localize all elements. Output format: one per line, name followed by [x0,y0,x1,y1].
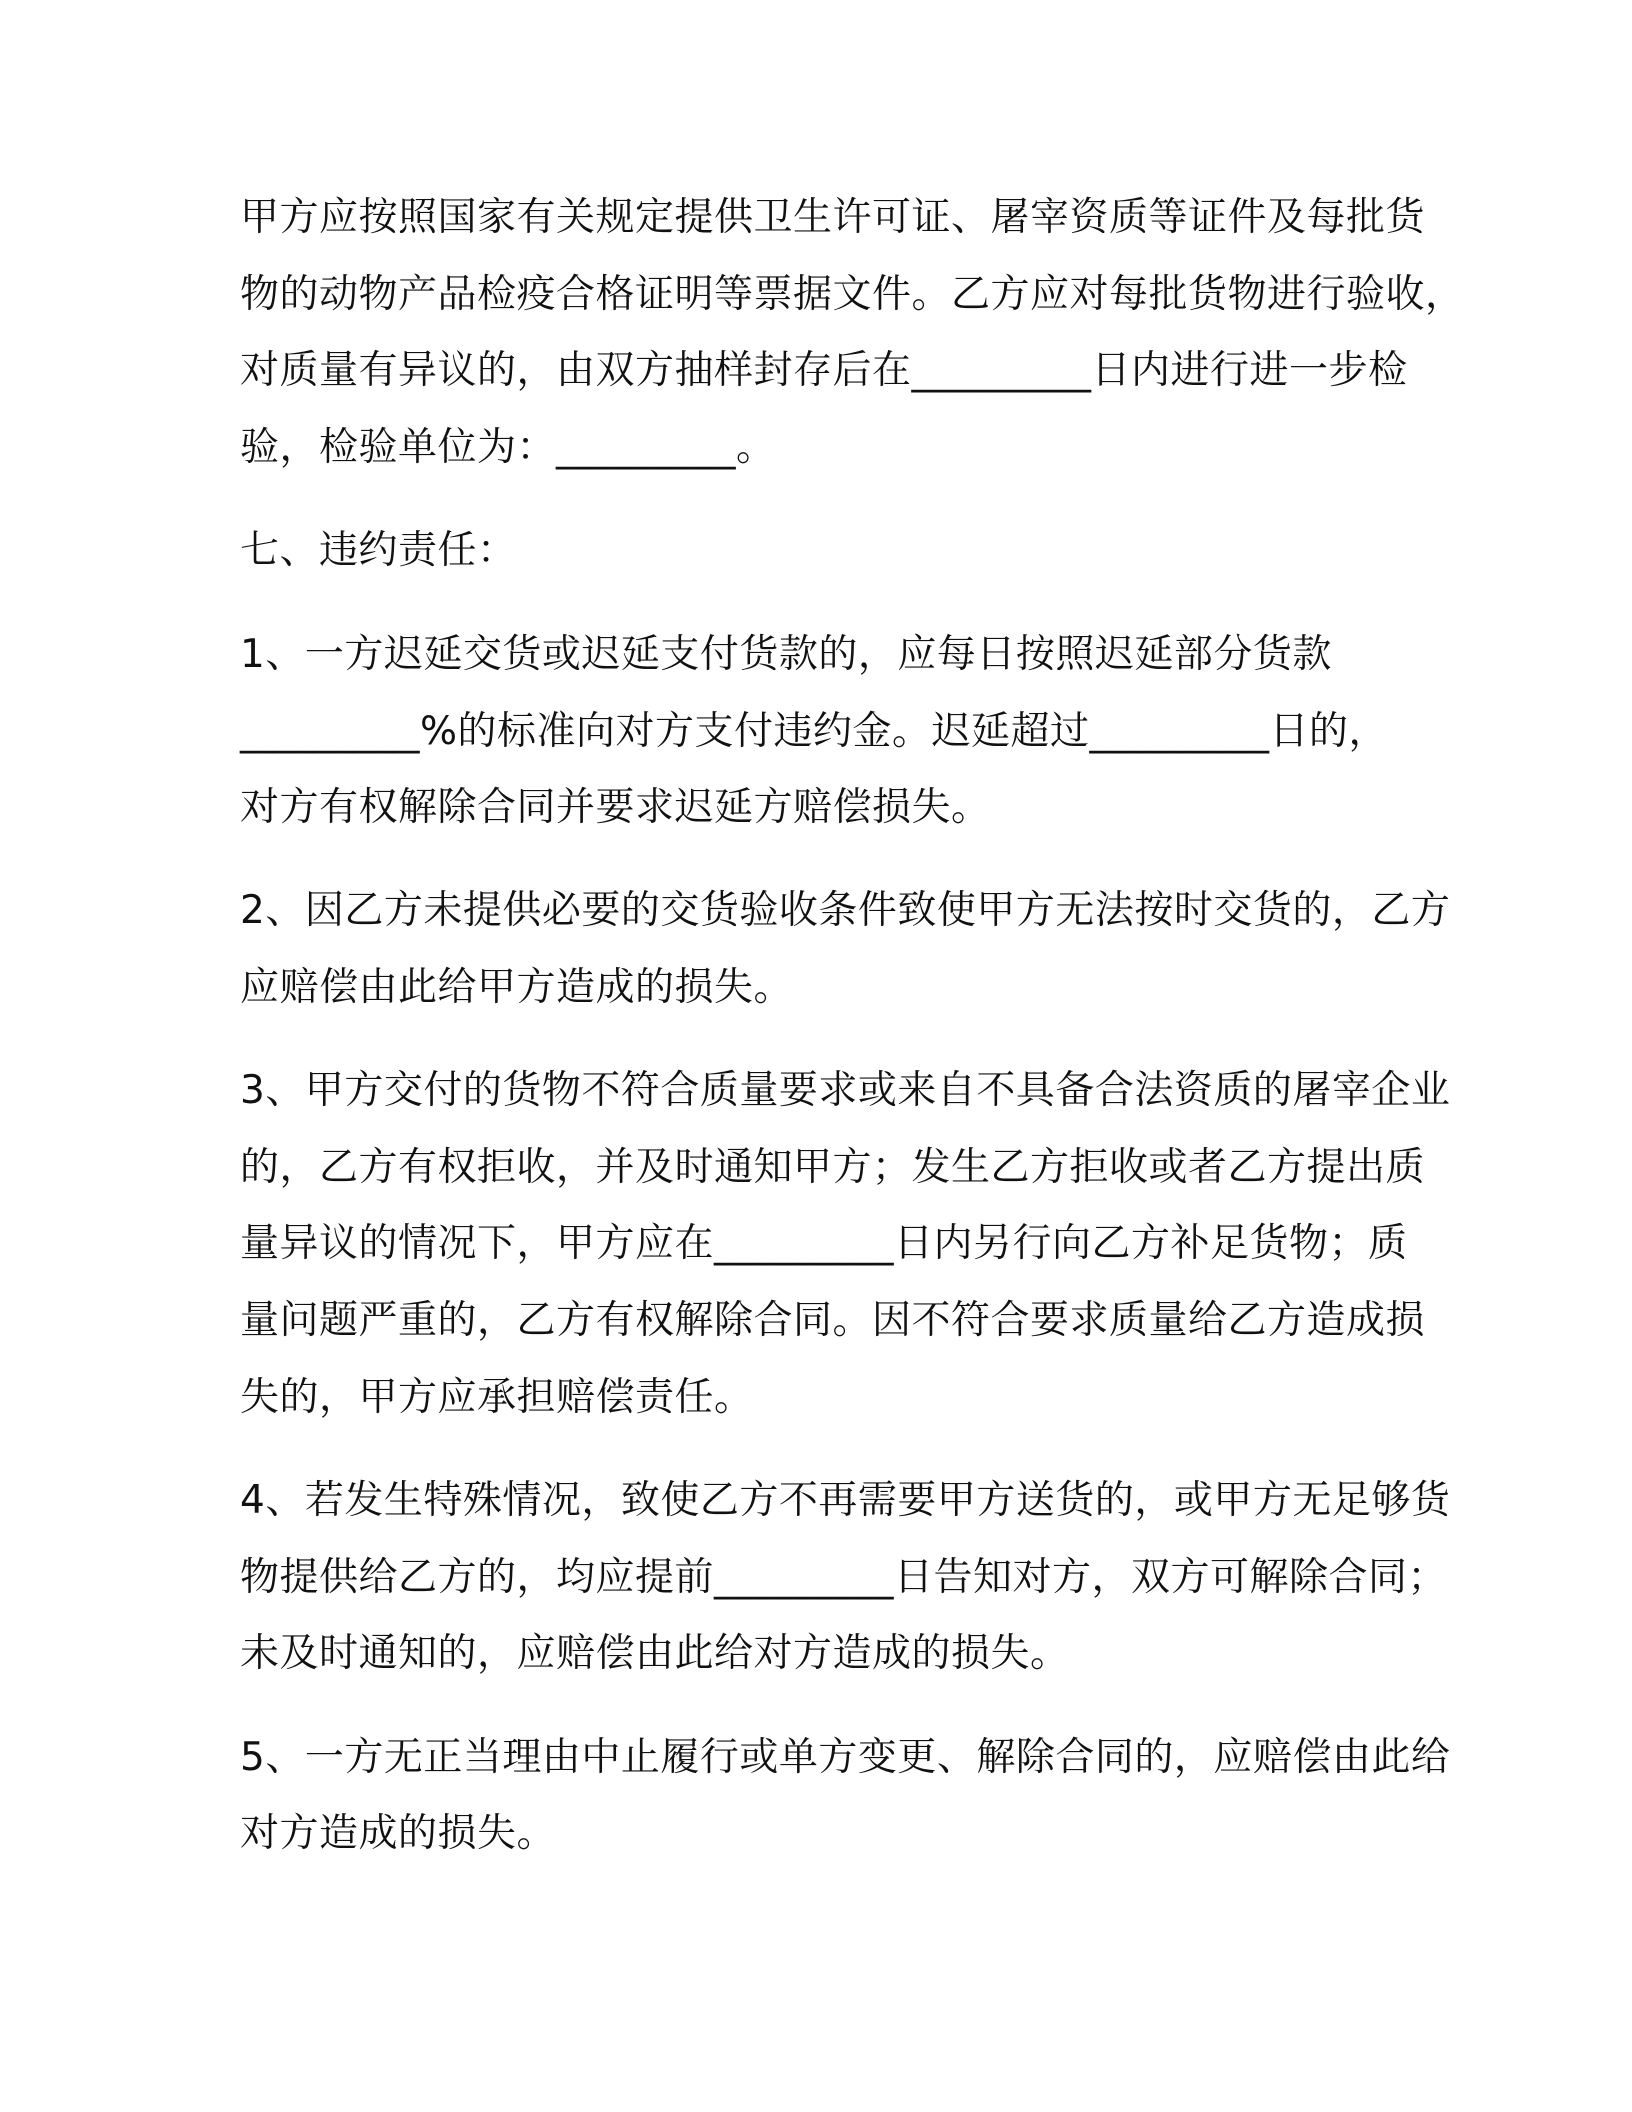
clause-1-line: 1、一方迟延交货或迟延支付货款的，应每日按照迟延部分货款 [240,632,1332,677]
clause-3-line: 3、甲方交付的货物不符合质量要求或来自不具备合法资质的屠宰企业 [240,1068,1451,1113]
clause-4-line: 4、若发生特殊情况，致使乙方不再需要甲方送货的，或甲方无足够货 [240,1478,1451,1523]
clause-3-line: 量异议的情况下，甲方应在_________日内另行向乙方补足货物；质 [240,1221,1408,1266]
clause-1-line: 对方有权解除合同并要求迟延方赔偿损失。 [240,785,991,830]
clause-4-line: 物提供给乙方的，均应提前_________日告知对方，双方可解除合同； [240,1555,1448,1600]
clause-1-line: _________%的标准向对方支付违约金。迟延超过_________日的， [240,709,1389,754]
clause-3-line: 的，乙方有权拒收，并及时通知甲方；发生乙方拒收或者乙方提出质 [240,1145,1426,1190]
paragraph-line: 物的动物产品检疫合格证明等票据文件。乙方应对每批货物进行验收， [240,272,1465,317]
paragraph-line: 对质量有异议的，由双方抽样封存后在_________日内进行进一步检 [240,348,1408,393]
paragraph-line: 甲方应按照国家有关规定提供卫生许可证、屠宰资质等证件及每批货 [240,195,1426,240]
section-heading: 七、违约责任： [240,528,517,573]
clause-3-line: 失的，甲方应承担赔偿责任。 [240,1375,754,1420]
clause-4-line: 未及时通知的，应赔偿由此给对方造成的损失。 [240,1631,1070,1676]
clause-5-line: 5、一方无正当理由中止履行或单方变更、解除合同的，应赔偿由此给 [240,1735,1451,1780]
clause-3-line: 量问题严重的，乙方有权解除合同。因不符合要求质量给乙方造成损 [240,1298,1426,1343]
clause-2-line: 应赔偿由此给甲方造成的损失。 [240,965,794,1010]
clause-2-line: 2、因乙方未提供必要的交货验收条件致使甲方无法按时交货的，乙方 [240,888,1451,933]
clause-5-line: 对方造成的损失。 [240,1811,557,1856]
paragraph-line: 验，检验单位为：_________。 [240,425,776,470]
